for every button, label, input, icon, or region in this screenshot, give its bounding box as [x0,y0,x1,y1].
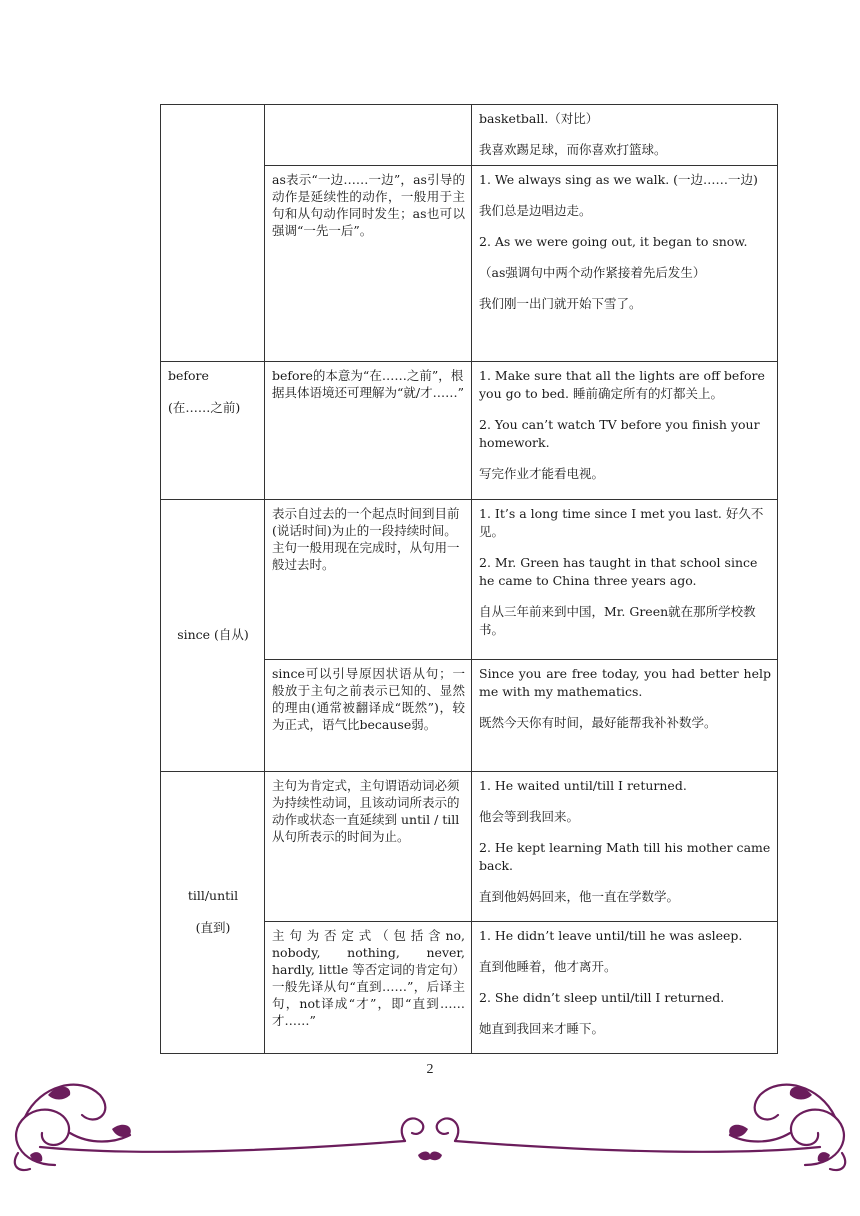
ornament-leaf [729,1125,748,1137]
example-cell [472,500,778,660]
usage-cell: 表示自过去的一个起点时间到目前(说话时间)为止的一段持续时间。主句一般用现在完成时，从句用一般过去时。 [265,500,472,660]
example-cell [472,166,778,362]
example-line: 他会等到我回来。 [479,809,580,824]
example-cell [472,660,778,772]
word-label: since (自从) [177,627,249,642]
example-line: basketball.（对比） [479,111,599,126]
example-line: 2. You can’t watch TV before you finish your homework. [479,417,760,450]
word-label: till/until [187,888,239,903]
ornament-leaf [48,1087,70,1100]
example-line: 2. As we were going out, it began to snow. [479,234,748,249]
example-line: 写完作业才能看电视。 [479,466,605,481]
word-cell-before [161,362,265,500]
example-cell [472,922,778,1054]
ornament-leaf [112,1125,131,1137]
page-number: 2 [426,1062,434,1077]
example-line: 直到他妈妈回来，他一直在学数学。 [479,889,680,904]
example-cell [472,105,778,166]
example-line: 我们总是边唱边走。 [479,203,592,218]
example-line: 她直到我回来才睡下。 [479,1021,605,1036]
usage-cell [265,105,472,166]
example-cell [472,772,778,922]
example-line: 我喜欢踢足球，而你喜欢打篮球。 [479,142,667,157]
ornament-line-right [455,1141,820,1152]
usage-cell: before的本意为“在……之前”，根据具体语境还可理解为“就/才……” [265,362,472,500]
ornament-swirl-left [16,1110,69,1165]
ornament-swirl-right [791,1110,844,1165]
example-line: 1. It’s a long time since I met you last. 好久不见。 [479,506,764,539]
word-meaning: (在……之前) [168,400,241,415]
grammar-table [160,104,778,1054]
word-label: before [168,368,209,383]
example-line: 直到他睡着，他才离开。 [479,959,617,974]
example-line: 2. Mr. Green has taught in that school since he came to China three years ago. [479,555,758,588]
word-cell-since [161,500,265,772]
ornament-leaf [430,1152,442,1161]
word-meaning: (直到) [195,920,231,935]
example-line: 我们刚一出门就开始下雪了。 [479,296,642,311]
ornament-line-left [40,1141,405,1152]
example-line: 1. He waited until/till I returned. [479,778,687,793]
table-row [161,772,778,922]
usage-cell: 主句为肯定式，主句谓语动词必须为持续性动词，且该动词所表示的动作或状态一直延续到 until / till 从句所表示的时间为止。 [265,772,472,922]
ornament-center-curl-right [437,1118,459,1141]
ornament-leaf [418,1152,430,1161]
example-line: 1. He didn’t leave until/till he was asleep. [479,928,743,943]
word-cell-until [161,772,265,1054]
example-line: 1. Make sure that all the lights are off before you go to bed. 睡前确定所有的灯都关上。 [479,368,765,401]
word-cell-as [161,105,265,362]
example-line: 自从三年前来到中国，Mr. Green就在那所学校教书。 [479,604,756,637]
table-row [161,362,778,500]
table-row [161,500,778,660]
ornament-leaf [790,1087,812,1100]
example-line: 2. He kept learning Math till his mother came back. [479,840,771,873]
example-line: （as强调句中两个动作紧接着先后发生） [479,265,706,280]
example-line: 2. She didn’t sleep until/till I returned. [479,990,725,1005]
example-cell [472,362,778,500]
usage-cell: 主句为否定式（包括含no, nobody, nothing, never, hardly, little 等否定词的肯定句）一般先译从句“直到……”，后译主句，not译成“才”，即“直到……才……” [265,922,472,1054]
ornament-center-curl-left [402,1118,424,1141]
example-line: Since you are free today, you had better help me with my mathematics. [479,666,771,699]
table-row [161,105,778,166]
example-line: 1. We always sing as we walk. (一边……一边) [479,172,758,187]
usage-cell: since可以引导原因状语从句；一般放于主句之前表示已知的、显然的理由(通常被翻译成“既然”)，较为正式，语气比because弱。 [265,660,472,772]
example-line: 既然今天你有时间，最好能帮我补补数学。 [479,715,717,730]
usage-cell: as表示“一边……一边”，as引导的动作是延续性的动作，一般用于主句和从句动作同时发生；as也可以强调“一先一后”。 [265,166,472,362]
